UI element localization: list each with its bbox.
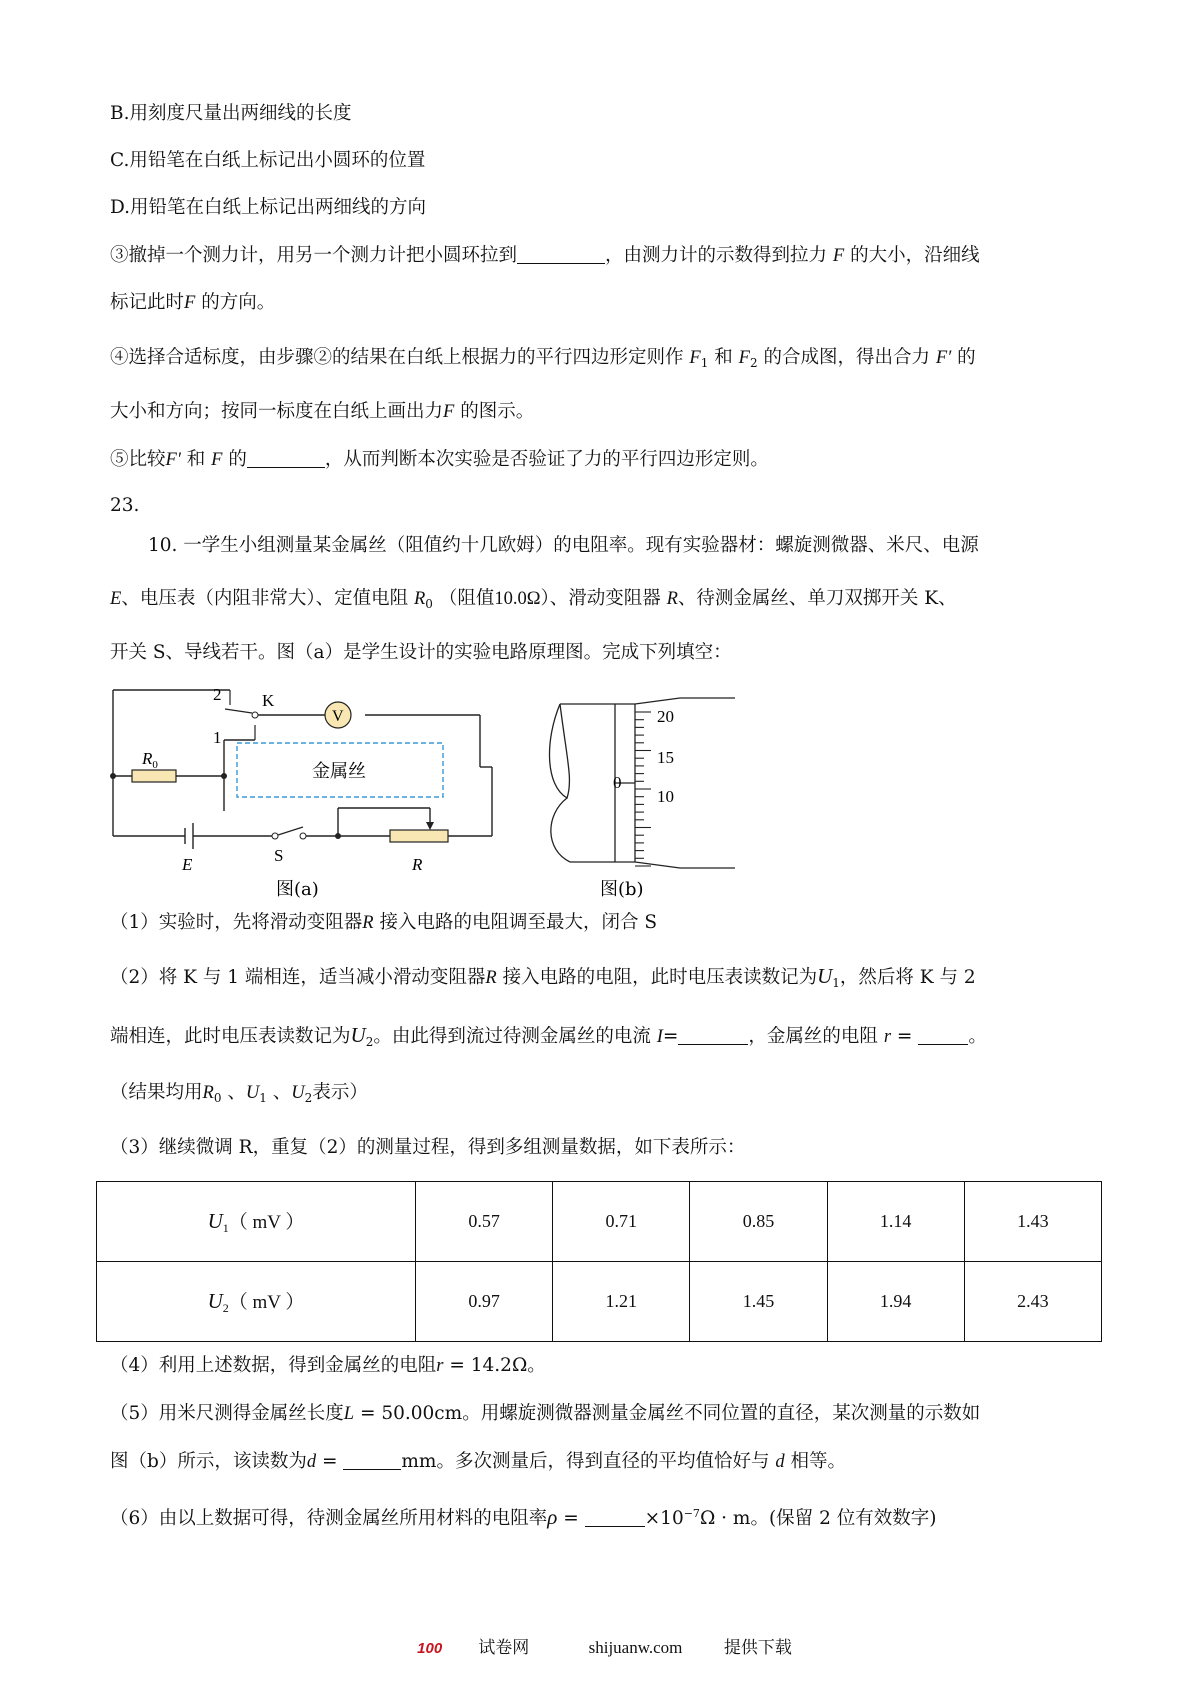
step-4: ④选择合适标度，由步骤②的结果在白纸上根据力的平行四边形定则作 $F_1$ 和 $F_2$ 的合成图，得出合力 F′ 的 bbox=[110, 347, 976, 370]
label-s: S bbox=[274, 846, 284, 865]
micrometer-diagram bbox=[545, 690, 745, 900]
data-table bbox=[96, 1181, 1102, 1342]
table-cell: 1.43 bbox=[964, 1182, 1101, 1262]
sub-question-5: （5）用米尺测得金属丝长度L = 50.00cm。用螺旋测微器测量金属丝不同位置的直径，某次测量的示数如 bbox=[110, 1403, 981, 1424]
circuit-diagram bbox=[100, 680, 520, 900]
problem-10-line3: 开关 S、导线若干。图（a）是学生设计的实验电路原理图。完成下列填空： bbox=[110, 642, 732, 663]
label-1: 1 bbox=[213, 728, 222, 747]
site-url[interactable]: shijuanw.com bbox=[588, 1638, 683, 1657]
sub-question-2-note: （结果均用$R_0$ 、$U_1$ 、$U_2$表示） bbox=[110, 1082, 368, 1105]
table-cell: 0.85 bbox=[690, 1182, 827, 1262]
tick-label-15: 15 bbox=[657, 748, 674, 767]
resistor-r0 bbox=[132, 770, 176, 782]
label-v: V bbox=[332, 708, 344, 725]
answer-blank-diameter[interactable] bbox=[343, 1451, 401, 1470]
tick-label-20: 20 bbox=[657, 707, 674, 726]
sleeve-outline bbox=[635, 862, 680, 868]
table-cell: 2.43 bbox=[964, 1262, 1101, 1342]
sub-question-6: （6）由以上数据可得，待测金属丝所用材料的电阻率$\rho = \times 10^{-7}\Omega \cdot m$。(保留 2 位有效数字) bbox=[110, 1505, 937, 1529]
site-logo: 100 试卷网 bbox=[417, 1638, 530, 1658]
footer-note: 提供下载 bbox=[723, 1638, 792, 1658]
label-k: K bbox=[262, 691, 275, 710]
row-header-u1: $U_1$（ mV ） bbox=[97, 1182, 416, 1262]
step-5: ⑤比较F′ 和 F 的 ，从而判断本次实验是否验证了力的平行四边形定则。 bbox=[110, 449, 769, 470]
table-cell: 0.97 bbox=[416, 1262, 553, 1342]
answer-blank[interactable] bbox=[517, 245, 605, 264]
switch-s-pivot bbox=[272, 833, 278, 839]
answer-blank-resistivity[interactable] bbox=[585, 1508, 645, 1527]
sub-question-5-cont: 图（b）所示，该读数为d = mm。多次测量后，得到直径的平均值恰好与 d 相等。 bbox=[110, 1451, 847, 1472]
switch-k-arm bbox=[225, 709, 252, 713]
label-metal-wire: 金属丝 bbox=[312, 761, 366, 782]
sleeve-outline bbox=[635, 698, 680, 704]
step-3: ③撤掉一个测力计，用另一个测力计把小圆环拉到 ，由测力计的示数得到拉力 F 的大小，沿细线 bbox=[110, 245, 980, 266]
figure-b-caption: 图(b) bbox=[600, 879, 644, 900]
problem-10: 10. 一学生小组测量某金属丝（阻值约十几欧姆）的电阻率。现有实验器材：螺旋测微器、米尺、电源 bbox=[148, 535, 979, 556]
row-header-u2: $U_2$（ mV ） bbox=[97, 1262, 416, 1342]
page-footer bbox=[0, 1633, 1191, 1658]
option-c: C.用铅笔在白纸上标记出小圆环的位置 bbox=[110, 150, 426, 171]
switch-s-arm bbox=[278, 827, 303, 835]
tick-label-10: 10 bbox=[657, 787, 674, 806]
junction-dot bbox=[110, 773, 116, 779]
switch-s-contact bbox=[300, 833, 306, 839]
step-3-cont: 标记此时F 的方向。 bbox=[110, 292, 276, 313]
sub-question-2: （2）将 K 与 1 端相连，适当减小滑动变阻器R 接入电路的电阻，此时电压表读数记为$U_1$，然后将 K 与 2 bbox=[110, 964, 976, 990]
thimble-outline bbox=[560, 704, 569, 798]
figure-a-caption: 图(a) bbox=[276, 879, 319, 900]
junction-dot bbox=[335, 833, 341, 839]
thimble-outline bbox=[550, 704, 570, 862]
label-r0: $R_0$ bbox=[142, 749, 158, 771]
tick-label-0: 0 bbox=[613, 773, 622, 792]
option-b: B.用刻度尺量出两细线的长度 bbox=[110, 103, 352, 124]
junction-dot bbox=[221, 773, 227, 779]
answer-blank[interactable] bbox=[247, 449, 325, 468]
table-cell: 1.21 bbox=[553, 1262, 690, 1342]
sub-question-4: （4）利用上述数据，得到金属丝的电阻r = 14.2Ω。 bbox=[110, 1355, 546, 1376]
sub-question-2-cont: 端相连，此时电压表读数记为$U_2$。由此得到流过待测金属丝的电流 I= ，金属丝的电阻 r = 。 bbox=[110, 1023, 987, 1049]
switch-k-pivot bbox=[252, 712, 258, 718]
rheostat-r bbox=[390, 830, 448, 842]
answer-blank-current[interactable] bbox=[678, 1026, 748, 1045]
label-r: R bbox=[412, 855, 423, 874]
label-e: E bbox=[182, 855, 193, 874]
table-cell: 1.45 bbox=[690, 1262, 827, 1342]
problem-10-line2: E、电压表（内阻非常大）、定值电阻 $R_0$ （阻值10.0Ω）、滑动变阻器 R、待测金属丝、单刀双掷开关 K、 bbox=[110, 588, 957, 611]
option-d: D.用铅笔在白纸上标记出两细线的方向 bbox=[110, 197, 427, 218]
sub-question-3: （3）继续微调 R，重复（2）的测量过程，得到多组测量数据，如下表所示： bbox=[110, 1137, 746, 1158]
table-cell: 1.14 bbox=[827, 1182, 964, 1262]
sub-question-1: （1）实验时，先将滑动变阻器R 接入电路的电阻调至最大，闭合 S bbox=[110, 912, 658, 933]
step-4-cont: 大小和方向；按同一标度在白纸上画出力F 的图示。 bbox=[110, 401, 535, 422]
table-row bbox=[97, 1262, 1102, 1342]
table-cell: 1.94 bbox=[827, 1262, 964, 1342]
question-23: 23. bbox=[110, 495, 140, 516]
table-cell: 0.57 bbox=[416, 1182, 553, 1262]
label-2: 2 bbox=[213, 685, 222, 704]
answer-blank-resistance[interactable] bbox=[918, 1026, 968, 1045]
table-cell: 0.71 bbox=[553, 1182, 690, 1262]
table-row bbox=[97, 1182, 1102, 1262]
thimble-scale bbox=[635, 712, 651, 866]
rheostat-slider-icon bbox=[426, 822, 434, 830]
